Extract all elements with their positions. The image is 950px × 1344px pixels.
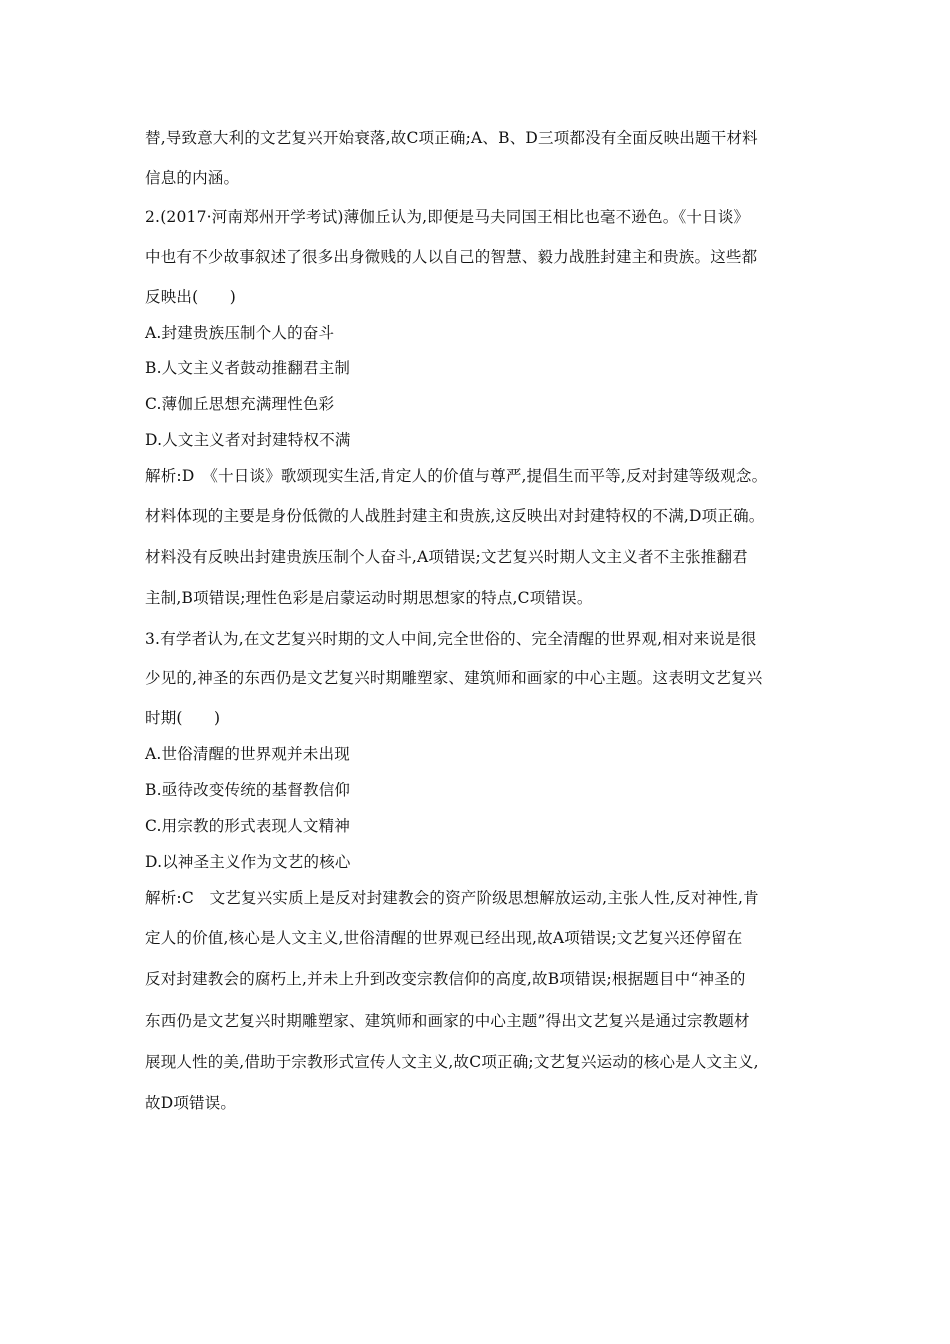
text-line: 反映出( ) [145, 288, 236, 306]
text-line: 定人的价值,核心是人文主义,世俗清醒的世界观已经出现,故A项错误;文艺复兴还停留在 [145, 929, 743, 947]
text-line: 主制,B项错误;理性色彩是启蒙运动时期思想家的特点,C项错误。 [145, 589, 593, 607]
option-b: B.人文主义者鼓动推翻君主制 [145, 359, 351, 377]
text-line: 时期( ) [145, 709, 221, 727]
option-d: D.以神圣主义作为文艺的核心 [145, 853, 351, 871]
text-line: 少见的,神圣的东西仍是文艺复兴时期雕塑家、建筑师和画家的中心主题。这表明文艺复兴 [145, 669, 763, 687]
text-line: 中也有不少故事叙述了很多出身微贱的人以自己的智慧、毅力战胜封建主和贵族。这些都 [145, 248, 758, 266]
text-line: 故D项错误。 [145, 1094, 237, 1112]
text-line: 材料体现的主要是身份低微的人战胜封建主和贵族,这反映出对封建特权的不满,D项正确。 [145, 507, 765, 525]
option-c: C.薄伽丘思想充满理性色彩 [145, 395, 335, 413]
analysis-text: 解析:D 《十日谈》歌颂现实生活,肯定人的价值与尊严,提倡生而平等,反对封建等级观念。 [145, 467, 768, 485]
option-a: A.世俗清醒的世界观并未出现 [145, 745, 350, 763]
text-line: 反对封建教会的腐朽上,并未上升到改变宗教信仰的高度,故B项错误;根据题目中“神圣的 [145, 970, 746, 988]
text-line: 材料没有反映出封建贵族压制个人奋斗,A项错误;文艺复兴时期人文主义者不主张推翻君 [145, 548, 748, 566]
option-a: A.封建贵族压制个人的奋斗 [145, 324, 335, 342]
text-line: 信息的内涵。 [145, 169, 240, 187]
text-line: 展现人性的美,借助于宗教形式宣传人文主义,故C项正确;文艺复兴运动的核心是人文主义, [145, 1053, 759, 1071]
text-line: 东西仍是文艺复兴时期雕塑家、建筑师和画家的中心主题”得出文艺复兴是通过宗教题材 [145, 1012, 750, 1030]
text-line: 替,导致意大利的文艺复兴开始衰落,故C项正确;A、B、D三项都没有全面反映出题干材料 [145, 129, 758, 147]
question-2-stem: 2.(2017·河南郑州开学考试)薄伽丘认为,即便是马夫同国王相比也毫不逊色。《十日谈》 [145, 208, 750, 226]
option-b: B.亟待改变传统的基督教信仰 [145, 781, 351, 799]
option-d: D.人文主义者对封建特权不满 [145, 431, 351, 449]
question-3-stem: 3.有学者认为,在文艺复兴时期的文人中间,完全世俗的、完全清醒的世界观,相对来说是很 [145, 630, 757, 648]
analysis-text: 解析:C 文艺复兴实质上是反对封建教会的资产阶级思想解放运动,主张人性,反对神性,肯 [145, 889, 759, 907]
option-c: C.用宗教的形式表现人文精神 [145, 817, 351, 835]
